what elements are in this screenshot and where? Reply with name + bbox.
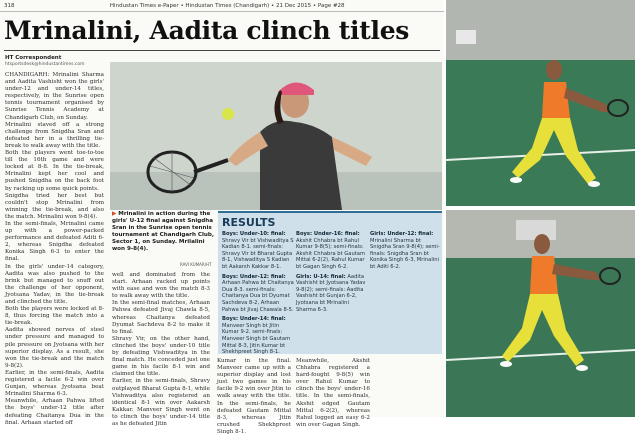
results-title: RESULTS bbox=[222, 216, 276, 229]
paragraph: Snigdha tried her best but couldn't stop Mrinalini from winning the tie-break, and also the match. Mrinalini won 9-8(4). bbox=[5, 192, 104, 220]
results-box bbox=[218, 211, 442, 354]
paragraph: Earlier, in the semi-finals, Aadita registered a facile 6-2 win over Gunjan, whereas Jyotsana beat Mrinalini Sharma 6-3. bbox=[5, 369, 104, 398]
paragraph: Earlier, in the semi-finals, Shravy outplayed Bharat Gupta 8-1, while Vishwaditya also registered an identical 8-1 win over Aakarsh Kakkar. Manveer Singh went on to clinch the boys' under-14 title as he defeated Jitin bbox=[112, 378, 210, 427]
paragraph: Shravy Vir, on the other hand, clinched the boys' under-10 title by defeating Vishwaditya in the final match. He conceded just one game in his facile 8-1 win and claimed the title. bbox=[112, 335, 210, 378]
main-photo-mrinalini bbox=[110, 62, 442, 210]
paragraph: In the girls' under-14 category, Aadita was also pushed to the brink but managed to snuff out the challenge of her opponent, Jyotsana Yadav, in the tie-break and clinched the title. bbox=[5, 263, 104, 305]
result-entry: Boys: Under-16: final: Akshit Chhabra bt Rahul Kumar 9-8(5); semi-finals: Akshit Chhabra bt Gautam Mittal 6-2(2), Rahul Kumar bt Gagan Singh 6-2. bbox=[296, 231, 366, 270]
article-column-3: Kumar in the final. Manveer came up with a superior display and lost just two games in his facile 9-2 win over Jitin to walk away with the title. In the semi-finals, he defeated Gautam Mittal 8-3, whereas Jitin crushed Shekhpreet Singh 8-1. bbox=[217, 358, 291, 435]
paragraph: Mrinalini staved off a strong challenge from Snigdha Sran and defeated her in a thrilling tie-break to walk away with the title. bbox=[5, 121, 104, 149]
result-entry: Girls: U-14: final: Aadita Vashisht bt Jyotsana Yadav 9-8(2); semi-finals: Aadita Vashisht bt Gunjan 6-2, Jyotsana bt Mrinalini Sharma 6-3. bbox=[296, 273, 366, 313]
paragraph: In the semi-finals, Mrinalini came up with a power-packed performance and defeated Aditi 6-2, whereas Snigdha defeated Konika Singh 6-3 to enter the final. bbox=[5, 220, 104, 263]
photo-credit: RAVI KUMAR/HT bbox=[180, 262, 212, 267]
paragraph: Aadita showed nerves of steel under pressure and managed to pile pressure on Jyotsana with her superior display. As a result, she won the tie-break and the match 9-8(2). bbox=[5, 327, 104, 369]
byline-email: htsportsdesk@hindustantimes.com bbox=[5, 62, 85, 67]
paragraph: CHANDIGARH: Mrinalini Sharma and Aadita Vashisht won the girls' under-12 and under-14 titles, respectively, in the Sunrise open tennis tournament organised by Sunrise Tennis Academy at Chandigarh Club, on Sunday. bbox=[5, 72, 104, 121]
results-column-2 bbox=[296, 231, 368, 353]
results-column-1 bbox=[222, 231, 294, 356]
tennis-player-photo-bottom bbox=[446, 210, 635, 417]
paragraph: Both the players went toe-to-toe till the 16th game and were locked at 8-8. In the tie-break, Mrinalini kept her cool and pushed Snigdha on the back foot by racking up some quick points. bbox=[5, 150, 104, 192]
paragraph: Both the players were locked at 8-8, thus forcing the match into a tie-break. bbox=[5, 306, 104, 327]
caption-arrow-icon: ▶ bbox=[112, 211, 119, 217]
article-column-5 bbox=[374, 358, 442, 414]
tennis-photo-bottom bbox=[446, 210, 635, 417]
paragraph: In the semi-final matches, Arhaan Pahwa defeated Jivaj Chawla 8-5, whereas Chaitanya defeated Dyumat Sachdeva 8-2 to make it to final. bbox=[112, 300, 210, 335]
epaper-header-bar bbox=[0, 0, 444, 12]
epaper-source-line: Hindustan Times e-Paper • Hindustan Times (Chandigarh) • 21 Dec 2015 • Page #28 bbox=[109, 2, 345, 9]
result-entry: Girls: Under-12: final: Mrinalini Sharma bt Snigdha Sran 9-8(4); semi-finals: Snigdha Sran bt Konika Singh 6-3, Mrinalini bt Aditi 6-2. bbox=[370, 231, 440, 270]
tennis-photo-top bbox=[446, 0, 635, 206]
article-column-4: Meanwhile, Akshit Chhabra registered a hard-fought 9-8(5) win over Rahul Kumar to clinch the boys' under-16 title. In the semi-finals, Akshit edged Gautam Mittal 6-2(2), whereas Rahul logged an easy 6-2 win over Gagan Singh. bbox=[296, 358, 370, 428]
result-entry: Boys: Under-12: final: Arhaan Pahwa bt Chaitanya Dua 8-3. semi-finals: Chaitanya Dua bt Dyumat Sachdeva 8-2, Arhaan Pahwa bt Jivaj Chawala 8-5. bbox=[222, 273, 294, 313]
paragraph: Meanwhile, Arhaan Pahwa lifted the boys' under-12 title after defeating Chaitanya Dua in the final. Arhaan started off bbox=[5, 398, 104, 426]
caption-text: Mrinalini in action during the girls' U-12 final against Snigdha Sran in the Sunrise open tennis tournament at Chandigarh Club, Sector 1, on Sunday. Mrilalini won 9-8(4). bbox=[112, 211, 215, 252]
result-entry: Boys: Under-14: final: Manveer Singh bt Jitin Kumar 9-2. semi-finals: Manveer Singh bt Gautam Mittal 8-3, Jitin Kumar bt Shekhpreet Singh 8-1. bbox=[222, 316, 291, 356]
article-column-1 bbox=[5, 72, 104, 426]
page-number: 318 bbox=[4, 2, 15, 9]
byline: HT Correspondent bbox=[5, 55, 62, 61]
headline-rule bbox=[4, 50, 440, 51]
article-column-2 bbox=[112, 272, 210, 427]
results-column-3 bbox=[370, 231, 440, 353]
photo-caption bbox=[112, 211, 216, 253]
result-entry: Boys: Under-10: final: Shravy Vir bt Vishwaditya S Kadian 8-1. semi-finals: Shravy Vir bt Bharat Gupta 8-1, Vishwaditya S Kadian bt Aakarsh Kakkar 8-1. bbox=[222, 231, 294, 270]
tennis-player-illustration bbox=[110, 62, 442, 210]
article-headline: Mrinalini, Aadita clinch titles bbox=[4, 16, 410, 45]
paragraph: well and dominated from the start. Arhaan racked up points with ease and won the match 8-3 to walk away with the title. bbox=[112, 272, 210, 300]
tennis-player-photo-top bbox=[446, 0, 635, 206]
